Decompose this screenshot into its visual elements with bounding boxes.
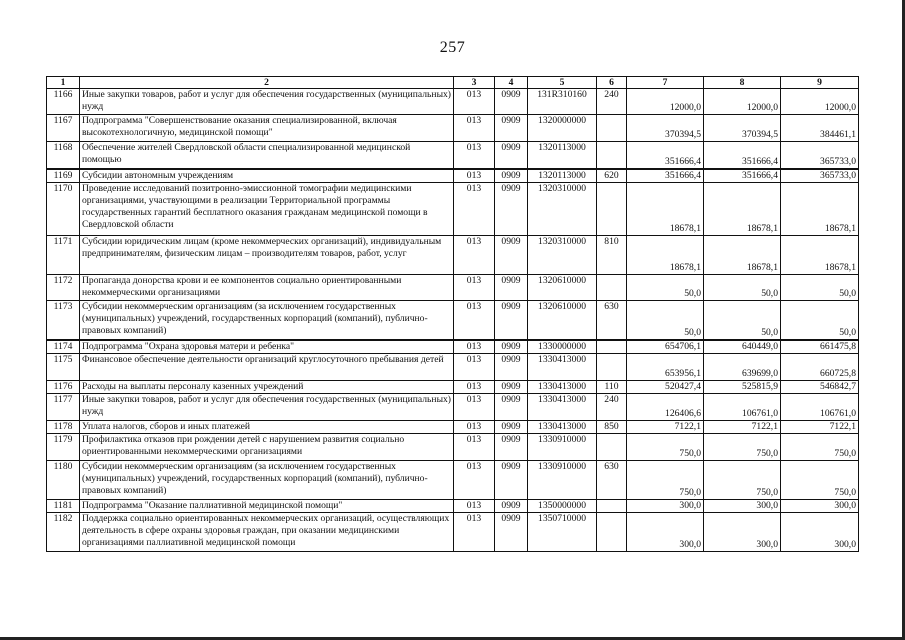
row-code-3: 013: [454, 89, 495, 115]
column-header: 8: [704, 77, 781, 89]
row-code-3: 013: [454, 421, 495, 434]
row-code-6: [597, 354, 627, 381]
row-name: Уплата налогов, сборов и иных платежей: [80, 421, 454, 434]
row-code-4: 0909: [495, 301, 528, 341]
table-header-row: [47, 77, 859, 89]
row-number: 1166: [47, 89, 80, 115]
row-code-6: 810: [597, 236, 627, 275]
row-code-5: 1320113000: [528, 169, 597, 183]
row-code-6: 240: [597, 89, 627, 115]
column-header: 1: [47, 77, 80, 89]
row-value-8: 640449,0: [704, 340, 781, 354]
row-number: 1167: [47, 115, 80, 142]
row-value-7: 750,0: [627, 434, 704, 461]
row-value-8: 12000,0: [704, 89, 781, 115]
row-code-4: 0909: [495, 434, 528, 461]
row-code-5: 1330413000: [528, 354, 597, 381]
row-value-9: 18678,1: [781, 183, 859, 236]
column-header: 3: [454, 77, 495, 89]
row-code-3: 013: [454, 513, 495, 552]
table-row: [47, 142, 859, 170]
row-number: 1171: [47, 236, 80, 275]
row-value-7: 300,0: [627, 500, 704, 513]
row-code-3: 013: [454, 434, 495, 461]
row-value-9: 750,0: [781, 434, 859, 461]
row-name: Субсидии некоммерческим организациям (за исключением государственных (муниципальных) учреждений, государственных корпораций (компаний), публично-правовых компаний): [80, 301, 454, 341]
row-code-5: 1320113000: [528, 142, 597, 170]
table-row: [47, 513, 859, 552]
row-value-9: 365733,0: [781, 142, 859, 170]
row-code-4: 0909: [495, 421, 528, 434]
row-value-7: 300,0: [627, 513, 704, 552]
row-number: 1182: [47, 513, 80, 552]
row-value-9: 18678,1: [781, 236, 859, 275]
row-name: Обеспечение жителей Свердловской области специализированной медицинской помощью: [80, 142, 454, 170]
row-code-5: 1330413000: [528, 421, 597, 434]
row-number: 1175: [47, 354, 80, 381]
row-value-7: 370394,5: [627, 115, 704, 142]
row-value-8: 525815,9: [704, 381, 781, 394]
row-value-7: 351666,4: [627, 142, 704, 170]
row-value-9: 384461,1: [781, 115, 859, 142]
row-name: Финансовое обеспечение деятельности организаций круглосуточного пребывания детей: [80, 354, 454, 381]
row-value-7: 50,0: [627, 301, 704, 341]
table-row: [47, 394, 859, 421]
row-code-6: [597, 115, 627, 142]
row-code-3: 013: [454, 142, 495, 170]
column-header: 4: [495, 77, 528, 89]
row-value-7: 50,0: [627, 275, 704, 301]
row-code-4: 0909: [495, 183, 528, 236]
row-code-4: 0909: [495, 500, 528, 513]
column-header: 6: [597, 77, 627, 89]
row-number: 1172: [47, 275, 80, 301]
row-number: 1179: [47, 434, 80, 461]
row-name: Поддержка социально ориентированных некоммерческих организаций, осуществляющих деятельность в сфере охраны здоровья граждан, при оказании медицинскими организациями паллиативной медицинской помощи: [80, 513, 454, 552]
row-number: 1176: [47, 381, 80, 394]
row-code-6: [597, 434, 627, 461]
row-value-8: 50,0: [704, 301, 781, 341]
row-name: Субсидии юридическим лицам (кроме некоммерческих организаций), индивидуальным предпринимателям, физическим лицам – производителям товаров, работ, услуг: [80, 236, 454, 275]
row-name: Иные закупки товаров, работ и услуг для обеспечения государственных (муниципальных) нужд: [80, 89, 454, 115]
row-name: Пропаганда донорства крови и ее компонентов социально ориентированными некоммерческими организациями: [80, 275, 454, 301]
table-row: [47, 500, 859, 513]
table-row: [47, 183, 859, 236]
row-code-5: 1330413000: [528, 381, 597, 394]
row-value-7: 126406,6: [627, 394, 704, 421]
row-code-3: 013: [454, 275, 495, 301]
row-code-4: 0909: [495, 461, 528, 500]
table-row: [47, 381, 859, 394]
row-code-3: 013: [454, 183, 495, 236]
row-name: Субсидии автономным учреждениям: [80, 169, 454, 183]
row-name: Иные закупки товаров, работ и услуг для обеспечения государственных (муниципальных) нужд: [80, 394, 454, 421]
row-code-6: 630: [597, 461, 627, 500]
row-name: Подпрограмма "Охрана здоровья матери и ребенка": [80, 340, 454, 354]
row-number: 1169: [47, 169, 80, 183]
table-row: [47, 115, 859, 142]
row-code-6: 620: [597, 169, 627, 183]
row-value-8: 7122,1: [704, 421, 781, 434]
row-value-8: 106761,0: [704, 394, 781, 421]
row-value-7: 7122,1: [627, 421, 704, 434]
row-code-6: [597, 513, 627, 552]
row-value-8: 750,0: [704, 461, 781, 500]
row-code-5: 1330413000: [528, 394, 597, 421]
row-code-3: 013: [454, 394, 495, 421]
row-code-4: 0909: [495, 381, 528, 394]
row-value-8: 351666,4: [704, 169, 781, 183]
row-value-8: 300,0: [704, 500, 781, 513]
row-value-9: 300,0: [781, 513, 859, 552]
row-number: 1174: [47, 340, 80, 354]
row-code-3: 013: [454, 115, 495, 142]
row-code-4: 0909: [495, 236, 528, 275]
row-code-5: 1330910000: [528, 461, 597, 500]
row-value-9: 7122,1: [781, 421, 859, 434]
row-code-3: 013: [454, 354, 495, 381]
row-number: 1170: [47, 183, 80, 236]
row-value-8: 300,0: [704, 513, 781, 552]
row-code-3: 013: [454, 301, 495, 341]
column-header: 9: [781, 77, 859, 89]
row-code-5: 1320310000: [528, 236, 597, 275]
row-code-4: 0909: [495, 169, 528, 183]
row-number: 1177: [47, 394, 80, 421]
row-code-6: [597, 500, 627, 513]
table-row: [47, 340, 859, 354]
row-code-3: 013: [454, 500, 495, 513]
row-code-5: 1320000000: [528, 115, 597, 142]
row-value-7: 520427,4: [627, 381, 704, 394]
table-row: [47, 275, 859, 301]
row-code-4: 0909: [495, 340, 528, 354]
row-code-3: 013: [454, 461, 495, 500]
row-value-9: 660725,8: [781, 354, 859, 381]
row-code-4: 0909: [495, 394, 528, 421]
column-header: 7: [627, 77, 704, 89]
row-value-9: 546842,7: [781, 381, 859, 394]
row-code-5: 1350000000: [528, 500, 597, 513]
row-name: Проведение исследований позитронно-эмиссионной томографии медицинскими организациями, участвующими в реализации Территориальной программы государственных гарантий бесплатного оказания гражданам медицинской помощи в Свердловской области: [80, 183, 454, 236]
row-number: 1168: [47, 142, 80, 170]
row-code-6: [597, 340, 627, 354]
row-value-8: 18678,1: [704, 183, 781, 236]
column-header: 2: [80, 77, 454, 89]
row-value-9: 750,0: [781, 461, 859, 500]
row-name: Субсидии некоммерческим организациям (за исключением государственных (муниципальных) учреждений, государственных корпораций (компаний), публично-правовых компаний): [80, 461, 454, 500]
row-code-4: 0909: [495, 89, 528, 115]
row-value-9: 300,0: [781, 500, 859, 513]
row-code-3: 013: [454, 236, 495, 275]
table-row: [47, 169, 859, 183]
row-value-9: 365733,0: [781, 169, 859, 183]
table-row: [47, 301, 859, 341]
row-code-6: 240: [597, 394, 627, 421]
row-name: Расходы на выплаты персоналу казенных учреждений: [80, 381, 454, 394]
row-value-8: 18678,1: [704, 236, 781, 275]
row-code-5: 131R310160: [528, 89, 597, 115]
row-value-8: 370394,5: [704, 115, 781, 142]
row-number: 1178: [47, 421, 80, 434]
row-value-8: 750,0: [704, 434, 781, 461]
row-name: Подпрограмма "Совершенствование оказания специализированной, включая высокотехнологичную, медицинской помощи": [80, 115, 454, 142]
row-value-8: 639699,0: [704, 354, 781, 381]
row-code-3: 013: [454, 340, 495, 354]
row-code-5: 1350710000: [528, 513, 597, 552]
row-code-5: 1320310000: [528, 183, 597, 236]
row-value-7: 12000,0: [627, 89, 704, 115]
table-row: [47, 421, 859, 434]
table-row: [47, 434, 859, 461]
row-value-8: 351666,4: [704, 142, 781, 170]
row-number: 1181: [47, 500, 80, 513]
row-value-7: 351666,4: [627, 169, 704, 183]
row-code-4: 0909: [495, 275, 528, 301]
row-code-6: 630: [597, 301, 627, 341]
row-value-7: 653956,1: [627, 354, 704, 381]
page-number: 257: [439, 39, 466, 56]
row-value-9: 12000,0: [781, 89, 859, 115]
row-code-4: 0909: [495, 142, 528, 170]
column-header: 5: [528, 77, 597, 89]
row-code-3: 013: [454, 169, 495, 183]
row-code-4: 0909: [495, 513, 528, 552]
row-number: 1180: [47, 461, 80, 500]
row-code-6: 110: [597, 381, 627, 394]
row-code-5: 1320610000: [528, 275, 597, 301]
row-code-5: 1330910000: [528, 434, 597, 461]
row-code-6: [597, 142, 627, 170]
table-row: [47, 354, 859, 381]
row-name: Подпрограмма "Оказание паллиативной медицинской помощи": [80, 500, 454, 513]
table-row: [47, 461, 859, 500]
row-value-9: 50,0: [781, 301, 859, 341]
table-row: [47, 89, 859, 115]
row-value-9: 50,0: [781, 275, 859, 301]
row-code-6: 850: [597, 421, 627, 434]
row-value-7: 18678,1: [627, 183, 704, 236]
row-code-5: 1330000000: [528, 340, 597, 354]
row-value-7: 18678,1: [627, 236, 704, 275]
budget-table: [46, 76, 859, 552]
row-code-6: [597, 183, 627, 236]
row-code-6: [597, 275, 627, 301]
row-name: Профилактика отказов при рождении детей с нарушением развития социально ориентированными некоммерческими организациями: [80, 434, 454, 461]
row-number: 1173: [47, 301, 80, 341]
row-value-7: 750,0: [627, 461, 704, 500]
row-value-7: 654706,1: [627, 340, 704, 354]
row-code-5: 1320610000: [528, 301, 597, 341]
row-value-9: 661475,8: [781, 340, 859, 354]
row-code-4: 0909: [495, 115, 528, 142]
row-value-9: 106761,0: [781, 394, 859, 421]
row-code-4: 0909: [495, 354, 528, 381]
table-row: [47, 236, 859, 275]
row-code-3: 013: [454, 381, 495, 394]
row-value-8: 50,0: [704, 275, 781, 301]
